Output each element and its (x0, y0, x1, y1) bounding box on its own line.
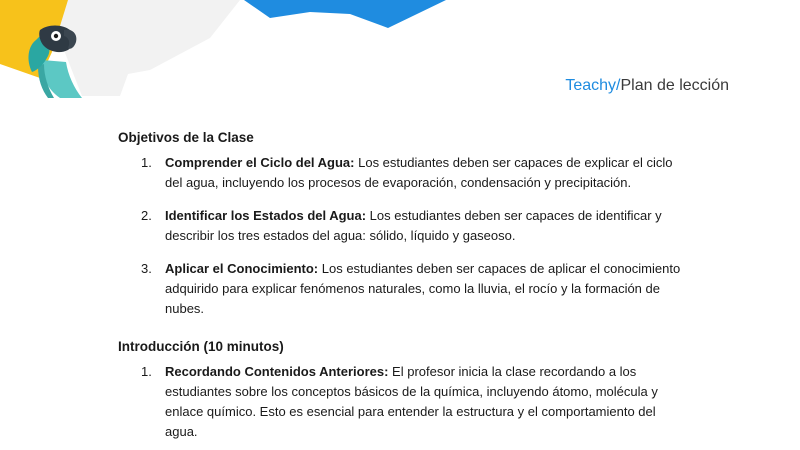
blue-shape (244, 0, 446, 28)
section-objectives (118, 128, 688, 319)
item-number: 2. (141, 208, 152, 223)
list-item (118, 362, 688, 442)
item-text: Los estudiantes deben ser capaces de aplicar el conocimiento adquirido para explicar fenómenos naturales, como la lluvia, el rocío y la formación de nubes. (165, 261, 681, 316)
list-item (118, 259, 688, 319)
list-item (118, 206, 688, 246)
item-lead: Aplicar el Conocimiento: (165, 261, 319, 276)
gray-shape (60, 0, 240, 96)
parrot-logo-icon (14, 20, 86, 100)
brand-name: Teachy/ (565, 77, 621, 94)
item-number: 1. (141, 155, 152, 170)
section-title: Objetivos de la Clase (118, 130, 254, 145)
item-text: Los estudiantes deben ser capaces de explicar el ciclo del agua, incluyendo los procesos de evaporación, condensación y precipitación. (165, 155, 673, 190)
item-lead: Comprender el Ciclo del Agua: (165, 155, 355, 170)
item-lead: Identificar los Estados del Agua: (165, 208, 367, 223)
objectives-list (118, 153, 688, 319)
lesson-content (118, 128, 688, 442)
section-title: Introducción (10 minutos) (118, 339, 284, 354)
brand-title (565, 76, 729, 96)
item-text: El profesor inicia la clase recordando a los estudiantes sobre los conceptos básicos de la química, incluyendo átomo, molécula y enlace químico. Esto es esencial para entender la estructura y el comportamiento del agua. (165, 364, 658, 439)
list-item (118, 153, 688, 193)
brand-subtitle: Plan de lección (620, 77, 729, 94)
item-text: Los estudiantes deben ser capaces de identificar y describir los tres estados del agua: sólido, líquido y gaseoso. (165, 208, 662, 243)
item-number: 3. (141, 261, 152, 276)
section-introduction (118, 337, 688, 442)
item-lead: Recordando Contenidos Anteriores: (165, 364, 389, 379)
introduction-list (118, 362, 688, 442)
item-number: 1. (141, 364, 152, 379)
